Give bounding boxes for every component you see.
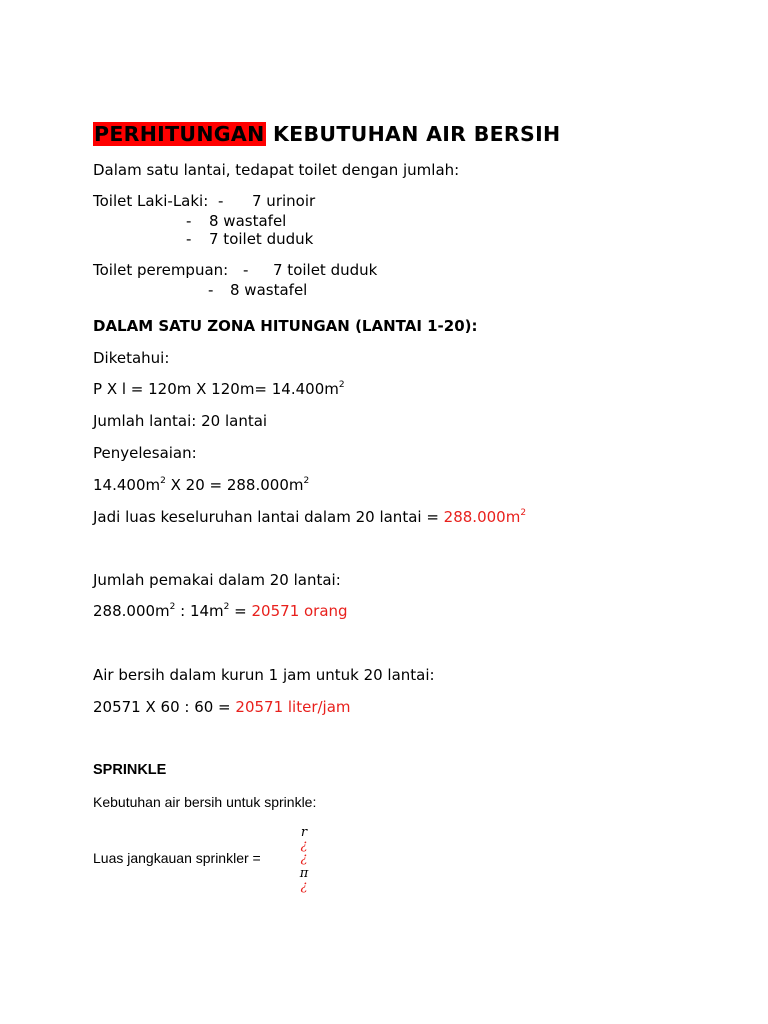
- calc-part: 14.400m: [93, 476, 161, 494]
- result-value: 20571 orang: [251, 602, 348, 620]
- result-value: 288.000m: [443, 508, 521, 526]
- superscript: 2: [223, 602, 230, 612]
- users-label: Jumlah pemakai dalam 20 lantai:: [93, 571, 341, 589]
- superscript: 2: [520, 508, 527, 518]
- solution-label: Penyelesaian:: [93, 444, 197, 462]
- calc-part: : 14m: [175, 602, 224, 620]
- sprinkler-coverage-label: Luas jangkauan sprinkler =: [93, 850, 261, 866]
- title-highlight: PERHITUNGAN: [94, 122, 265, 146]
- bullet-dash: -: [186, 212, 192, 230]
- bullet-dash: -: [218, 192, 224, 210]
- zone-heading: DALAM SATU ZONA HITUNGAN (LANTAI 1-20):: [93, 317, 478, 335]
- title-rest: KEBUTUHAN AIR BERSIH: [265, 122, 561, 146]
- formula-symbol: ¿: [300, 879, 308, 894]
- superscript: 2: [169, 602, 176, 612]
- formula-symbol: ¿: [300, 851, 308, 866]
- result-value: 20571 liter/jam: [235, 698, 351, 716]
- result-text: Jadi luas keseluruhan lantai dalam 20 lantai =: [93, 508, 444, 526]
- toilet-male-item: 7 urinoir: [252, 192, 316, 210]
- toilet-male-item: 7 toilet duduk: [209, 230, 314, 248]
- calc-part: =: [229, 602, 252, 620]
- floor-count: Jumlah lantai: 20 lantai: [93, 412, 268, 430]
- toilet-female-label: Toilet perempuan:: [93, 261, 229, 279]
- superscript: 2: [338, 380, 345, 390]
- superscript: 2: [303, 476, 310, 486]
- sprinkle-text: Kebutuhan air bersih untuk sprinkle:: [93, 794, 317, 810]
- users-calc: [93, 602, 348, 620]
- calc-part: X 20 = 288.000m: [165, 476, 304, 494]
- toilet-male-item: 8 wastafel: [209, 212, 287, 230]
- total-area-result: [93, 508, 526, 526]
- known-label: Diketahui:: [93, 349, 170, 367]
- area-formula-text: P X l = 120m X 120m= 14.400m: [93, 380, 339, 398]
- toilet-female-item: 8 wastafel: [230, 281, 308, 299]
- sprinkle-heading: SPRINKLE: [93, 762, 167, 778]
- bullet-dash: -: [208, 281, 214, 299]
- total-area-calc: [93, 476, 309, 494]
- area-formula: [93, 380, 345, 398]
- toilet-male-label: Toilet Laki-Laki:: [93, 192, 209, 210]
- water-calc: [93, 698, 351, 716]
- bullet-dash: -: [186, 230, 192, 248]
- formula-symbol: ¿: [300, 838, 308, 853]
- sprinkler-formula: [292, 826, 316, 865]
- calc-part: 20571 X 60 : 60 =: [93, 698, 236, 716]
- water-label: Air bersih dalam kurun 1 jam untuk 20 lantai:: [93, 666, 435, 684]
- sprinkler-formula-denominator: [292, 867, 316, 893]
- calc-part: 288.000m: [93, 602, 170, 620]
- bullet-dash: -: [243, 261, 249, 279]
- document-title: [93, 122, 560, 146]
- formula-pi: π: [299, 866, 309, 881]
- superscript: 2: [160, 476, 166, 486]
- intro-text: Dalam satu lantai, tedapat toilet dengan jumlah:: [93, 161, 460, 179]
- formula-r: r: [300, 825, 308, 840]
- toilet-female-item: 7 toilet duduk: [273, 261, 378, 279]
